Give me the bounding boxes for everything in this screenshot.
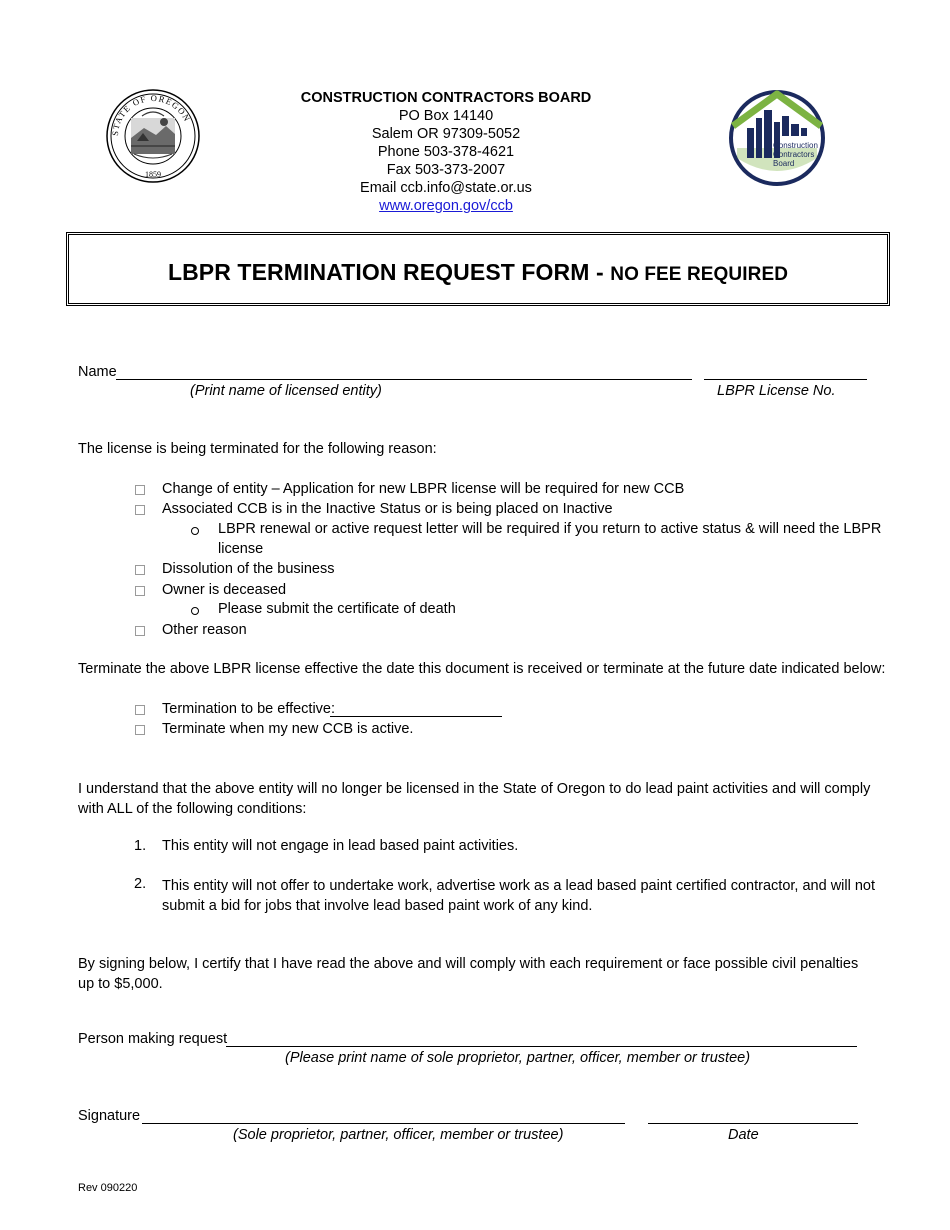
form-title-box	[66, 232, 890, 306]
fax-number: Fax 503-373-2007	[386, 162, 506, 178]
terminate-intro: Terminate the above LBPR license effective the date this document is received or terminate at the future date indicated below:	[78, 661, 886, 677]
date-hint: Date	[728, 1127, 759, 1143]
checkbox-dissolution[interactable]	[135, 565, 145, 575]
city-address: Salem OR 97309-5052	[371, 126, 521, 142]
certify-text: By signing below, I certify that I have read the above and will comply with each requirement or face possible civil penalties up to $5,000.	[78, 956, 859, 992]
person-hint: (Please print name of sole proprietor, partner, officer, member or trustee)	[285, 1050, 751, 1066]
ccb-logo-icon	[727, 88, 827, 186]
seal-text: STATE OF OREGON	[109, 92, 193, 137]
seal-year: 1859	[145, 170, 161, 179]
form-title-suffix: NO FEE REQUIRED	[610, 264, 789, 285]
condition-number: 2.	[134, 876, 147, 892]
signature-hint: (Sole proprietor, partner, officer, member or trustee)	[233, 1127, 564, 1143]
date-input-line[interactable]	[648, 1123, 858, 1124]
reason-owner-deceased: Owner is deceased	[162, 582, 287, 598]
checkbox-inactive-status[interactable]	[135, 505, 145, 515]
form-title	[69, 259, 887, 286]
po-box: PO Box 14140	[398, 108, 494, 124]
reason-dissolution: Dissolution of the business	[162, 561, 335, 577]
sub-bullet-icon	[191, 607, 199, 615]
understand-text: I understand that the above entity will no longer be licensed in the State of Oregon to do lead paint activities and will comply with ALL of the following conditions:	[78, 781, 871, 817]
termination-ccb-active-label: Terminate when my new CCB is active.	[162, 721, 414, 737]
name-hint: (Print name of licensed entity)	[190, 383, 382, 399]
email-address: Email ccb.info@state.or.us	[360, 180, 532, 196]
name-input-line[interactable]	[116, 379, 692, 380]
state-seal-icon	[104, 88, 202, 184]
sub-reason-deceased: Please submit the certificate of death	[218, 601, 456, 617]
logo-word-board: Board	[773, 159, 795, 168]
condition-number: 1.	[134, 838, 147, 854]
logo-word-contractors: Contractors	[773, 150, 815, 159]
name-label: Name	[78, 364, 117, 380]
checkbox-change-of-entity[interactable]	[135, 485, 145, 495]
checkbox-owner-deceased[interactable]	[135, 586, 145, 596]
reason-inactive-status: Associated CCB is in the Inactive Status or is being placed on Inactive	[162, 501, 613, 517]
signature-label: Signature	[78, 1108, 141, 1124]
logo-word-construction: Construction	[773, 141, 818, 150]
revision-code: Rev 090220	[78, 1182, 138, 1194]
signature-input-line[interactable]	[142, 1123, 625, 1124]
sub-bullet-icon	[191, 527, 199, 535]
reason-other: Other reason	[162, 622, 247, 638]
person-label: Person making request	[78, 1031, 228, 1047]
termination-date-input-line[interactable]	[330, 716, 502, 717]
checkbox-ccb-active[interactable]	[135, 725, 145, 735]
reason-intro: The license is being terminated for the following reason:	[78, 441, 437, 457]
sub-reason-inactive-line2: license	[218, 541, 264, 557]
checkbox-other-reason[interactable]	[135, 626, 145, 636]
condition-text: This entity will not offer to undertake work, advertise work as a lead based paint certified contractor, and will not submit a bid for jobs that involve lead based paint work of any kind.	[162, 878, 876, 914]
reason-change-of-entity: Change of entity – Application for new LBPR license will be required for new CCB	[162, 481, 685, 497]
sub-reason-inactive-line1: LBPR renewal or active request letter will be required if you return to active status & will need the LBPR	[218, 521, 882, 537]
license-number-hint: LBPR License No.	[717, 383, 836, 399]
license-number-input-line[interactable]	[704, 379, 867, 380]
website-link[interactable]: www.oregon.gov/ccb	[379, 198, 513, 214]
condition-text: This entity will not engage in lead based paint activities.	[162, 838, 519, 854]
checkbox-termination-effective[interactable]	[135, 705, 145, 715]
org-name: CONSTRUCTION CONTRACTORS BOARD	[300, 90, 592, 106]
termination-effective-label: Termination to be effective:	[162, 701, 336, 717]
form-title-main: LBPR TERMINATION REQUEST FORM -	[167, 259, 611, 285]
phone-number: Phone 503-378-4621	[377, 144, 515, 160]
person-input-line[interactable]	[226, 1046, 857, 1047]
